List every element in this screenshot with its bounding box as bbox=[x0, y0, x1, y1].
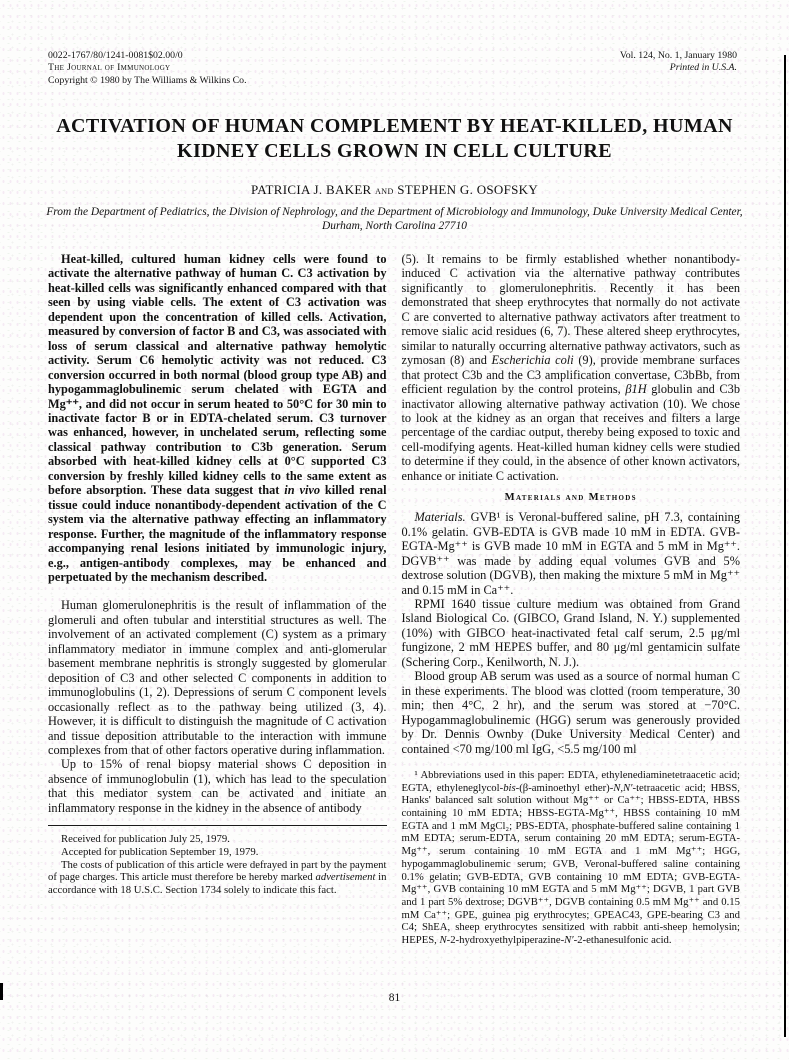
footnote-costs: The costs of publication of this article were defrayed in part by the payment of page charges. This article must therefore be hereby marked advertisement in accordance with 18 U.S.C. Section 1734 solely to indicate this fact. bbox=[48, 858, 387, 897]
issn-code: 0022-1767/80/1241-0081$02.00/0 bbox=[48, 50, 183, 61]
copyright-line: Copyright © 1980 by The Williams & Wilkins Co. bbox=[48, 74, 247, 86]
left-column bbox=[48, 252, 387, 1060]
authors-line: PATRICIA J. BAKER and STEPHEN G. OSOFSKY bbox=[250, 182, 539, 197]
masthead-right bbox=[620, 50, 737, 75]
title-block bbox=[0, 114, 789, 233]
page-number: 81 bbox=[388, 992, 401, 1004]
materials-paragraph-1: Materials. GVB¹ is Veronal-buffered saline, pH 7.3, containing 0.1% gelatin. GVB-EDTA is GVB made 10 mM in EDTA. GVB-EGTA-Mg⁺⁺ is GVB made 10 mM in EGTA and 5 mM in Mg⁺⁺. DGVB⁺⁺ was made by adding equal volumes GVB and 5% dextrose solution (DGVB), then making the mixture 5 mM in Mg⁺⁺ and 0.15 mM in Ca⁺⁺. bbox=[401, 510, 740, 597]
abstract-paragraph: Heat-killed, cultured human kidney cells were found to activate the alternative pathway of human C. C3 activation by heat-killed cells was significantly enhanced compared with that seen by using viable cells. The extent of C3 activation was dependent upon the concentration of killed cells. Activation, measured by conversion of factor B and C3, was associated with loss of serum classical and alternative pathway hemolytic activity. Serum C6 hemolytic activity was not reduced. C3 conversion occurred in both normal (blood group type AB) and hypogammaglobulinemic serum chelated with EGTA and Mg⁺⁺, and did not occur in serum heated to 50°C for 30 min to inactivate factor B or in EDTA-chelated serum. C3 turnover was enhanced, however, in unchelated serum, reflecting some classical pathway contribution to C3b generation. Serum absorbed with heat-killed kidney cells at 0°C supported C3 conversion by freshly killed kidney cells to the same extent as before absorption. These data suggest that in vivo killed renal tissue could induce nonantibody-dependent activation of the C system via the alternative pathway effecting an inflammatory response. Further, the magnitude of the inflammatory response accompanying renal lesions initiated by immunologic injury, e.g., antigen-antibody complexes, may be enhanced and perpetuated by the mechanism described. bbox=[48, 252, 387, 584]
materials-methods-heading: Materials and Methods bbox=[504, 492, 637, 504]
article-title-line1: ACTIVATION OF HUMAN COMPLEMENT BY HEAT-KILLED, HUMAN bbox=[56, 115, 733, 137]
materials-section bbox=[402, 510, 741, 756]
intro-paragraph-1: Human glomerulonephritis is the result of inflammation of the glomeruli and often tubular and interstitial structures as well. The involvement of an activated complement (C) system as a primary inflammatory mediator in immune complex and anti-glomerular basement membrane nephritis is strongly suggested by glomerular deposition of C3 and other selected C components in addition to immunoglobulins (1, 2). Depressions of serum C component levels occasionally reflect as to the pathway being utilized (3, 4). However, it is difficult to distinguish the magnitude of C activation and tissue deposition attributable to the interaction with immune complexes from that of other factors operative during inflammation. bbox=[48, 598, 387, 757]
volume-info: Vol. 124, No. 1, January 1980 bbox=[619, 50, 737, 61]
materials-paragraph-2: RPMI 1640 tissue culture medium was obtained from Grand Island Biological Co. (GIBCO, Grand Island, N. Y.) supplemented (10%) with GIBCO heat-inactivated fetal calf serum, 2.5 μg/ml fungizone, 2 mM HEPES buffer, and 80 μg/ml gentamicin sulfate (Schering Corp., Kenilworth, N. J.). bbox=[401, 596, 740, 669]
introduction-section bbox=[48, 598, 387, 815]
abbreviations-paragraph: ¹ Abbreviations used in this paper: EDTA, ethylenediaminetetraacetic acid; EGTA, ethyleneglycol-bis-(β-aminoethyl ether)-N,N′-tetraacetic acid; HBSS, Hanks' balanced salt solution without Mg⁺⁺ or Ca⁺⁺; HBSS-EDTA, HBSS containing 10 mM EDTA; HBSS-EGTA-Mg⁺⁺, HBSS containing 10 mM EGTA and 1 mM MgCl₂; PBS-EDTA, phosphate-buffered saline containing 1 mM EDTA; serum-EDTA, serum containing 20 mM EDTA; serum-EGTA-Mg⁺⁺, serum containing 10 mM EGTA and 1 mM Mg⁺⁺; HGG, hypogammaglobulinemic serum; GVB, Veronal-buffered saline containing 0.1% gelatin; GVB-EDTA, GVB containing 10 mM EDTA; GVB-EGTA-Mg⁺⁺, GVB containing 10 mM EGTA and 5 mM Mg⁺⁺; DGVB, 1 part GVB and 1 part 5% dextrose; DGVB⁺⁺, DGVB containing 0.5 mM Mg⁺⁺ and 0.15 mM Ca⁺⁺; GPE, guinea pig erythrocytes; GPEAC43, GPE-bearing C3 and C4; ShEA, sheep erythrocytes sensitized with rabbit anti-sheep hemolysin; HEPES, N-2-hydroxyethylpiperazine-N′-2-ethanesulfonic acid. bbox=[401, 768, 740, 947]
footnote-received: Received for publication July 25, 1979. bbox=[61, 833, 230, 846]
affiliation-line: From the Department of Pediatrics, the Division of Nephrology, and the Department of Microbiology and Immunology, Duke University Medical Center, Durham, North Carolina 27710 bbox=[46, 206, 743, 233]
title-page-footnote bbox=[48, 825, 387, 897]
intro-paragraph-2: Up to 15% of renal biopsy material shows C deposition in absence of immunoglobulin (1), which has lead to the speculation that this mediator system can be activated and initiate an inflammatory response in the kidney in the absence of antibody bbox=[48, 757, 387, 815]
masthead-left bbox=[48, 50, 247, 87]
abbreviations-footnote bbox=[402, 769, 741, 947]
article-title bbox=[0, 114, 789, 163]
printed-in: Printed in U.S.A. bbox=[669, 62, 737, 74]
two-column-body bbox=[48, 252, 740, 1060]
journal-masthead bbox=[48, 50, 737, 87]
continuation-paragraph: (5). It remains to be firmly established whether nonantibody-induced C activation via the alternative pathway contributes significantly to glomerulonephritis. Recently it has been demonstrated that sheep erythrocytes that normally do not activate C are converted to alternative pathway activators after treatment to remove sialic acid residues (6, 7). These altered sheep erythrocytes, similar to naturally occurring alternative pathway activators, such as zymosan (8) and Escherichia coli (9), provide membrane surfaces that protect C3b and the C3 amplification convertase, C3bBb, from efficient regulation by the control proteins, β1H globulin and C3b inactivator allowing alternative pathway activation (10). We chose to look at the kidney as an organ that receives and filters a large percentage of the cardiac output, thereby being exposed to toxic and cell-modifying agents. Heat-killed human kidney cells were studied to determine if they could, in the absence of other known activators, enhance or initiate C activation. bbox=[401, 252, 740, 483]
introduction-continuation bbox=[402, 252, 741, 483]
footnote-accepted: Accepted for publication September 19, 1979. bbox=[61, 845, 259, 858]
abstract-section bbox=[48, 252, 387, 584]
right-column bbox=[402, 252, 741, 1060]
materials-paragraph-3: Blood group AB serum was used as a source of normal human C in these experiments. The blood was clotted (room temperature, 30 min; then 4°C, 2 hr), and the serum was stored at −70°C. Hypogammaglobulinemic (HGG) serum was generously provided by Dr. Dennis Ownby (Duke University Medical Center) and contained <70 mg/100 ml IgG, <5.5 mg/100 ml bbox=[401, 669, 740, 756]
journal-name: The Journal of Immunology bbox=[48, 62, 171, 74]
section-gap bbox=[48, 584, 387, 598]
article-title-line2: KIDNEY CELLS GROWN IN CELL CULTURE bbox=[177, 139, 612, 162]
